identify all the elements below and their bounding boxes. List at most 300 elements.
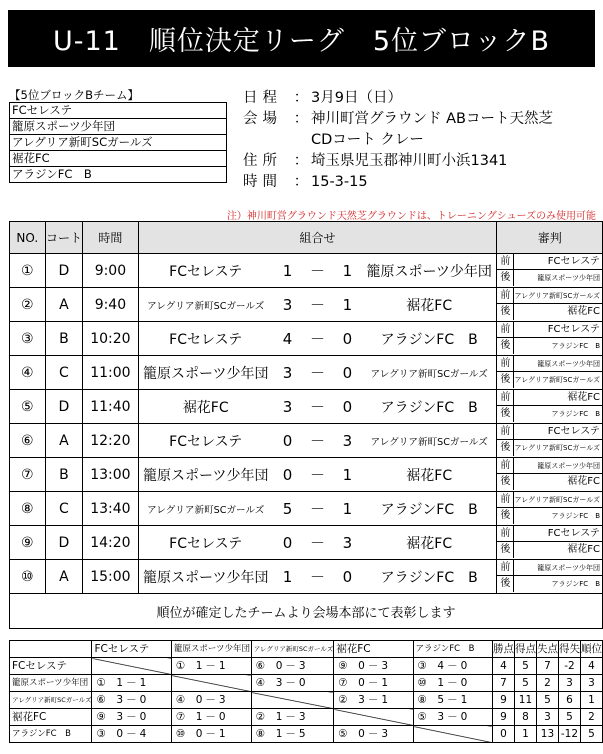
referee-back-label: 後: [497, 406, 514, 422]
referee-cell: [497, 390, 603, 424]
home-score: 3: [273, 288, 302, 322]
standings-result-cell: [251, 658, 333, 675]
result-match-no: ⑤: [417, 711, 427, 723]
match-time: 13:00: [83, 458, 138, 492]
match-court: B: [45, 458, 83, 492]
result-match-no: ③: [417, 660, 427, 672]
standings-self-cell: [413, 726, 492, 743]
result-score-a: 0: [195, 694, 203, 706]
standings-result-cell: [413, 709, 492, 726]
referee-back-label: 後: [497, 270, 514, 286]
referee-cell: [497, 424, 603, 458]
standings-col-team: 裾花FC: [334, 641, 413, 658]
referee-cell: [497, 560, 603, 594]
standings-row-team: 裾花FC: [10, 709, 92, 726]
standings-stat-value: 3: [536, 709, 558, 726]
schedule-table: [9, 221, 603, 629]
team-list-item: 籠原スポーツ少年団: [10, 118, 226, 134]
match-court: D: [45, 526, 83, 560]
away-team: 籠原スポーツ少年団: [362, 254, 497, 288]
referee-back-team: アラジンFC B: [551, 410, 600, 418]
result-score-a: 0: [195, 728, 203, 740]
standings-row: [10, 692, 603, 709]
match-court: A: [45, 560, 83, 594]
referee-front-team: アレグリア新町SCガールズ: [514, 492, 602, 508]
standings-row: [10, 726, 603, 743]
match-time: 10:20: [83, 322, 138, 356]
standings-result-cell: [251, 675, 333, 692]
result-match-no: ⑨: [338, 660, 348, 672]
result-score-b: 1: [381, 677, 389, 689]
result-score-b: 4: [139, 728, 147, 740]
home-team: FCセレステ: [138, 322, 273, 356]
result-score-b: 1: [460, 694, 468, 706]
col-header-match: 組合せ: [138, 222, 497, 254]
away-team: アレグリア新町SCガールズ: [362, 356, 497, 390]
result-score-b: 3: [381, 728, 389, 740]
referee-back-label: 後: [497, 338, 514, 354]
away-team: 裾花FC: [362, 288, 497, 322]
standings-self-cell: [171, 675, 251, 692]
standings-col-team: アラジンFC B: [413, 641, 492, 658]
team-list-box: [9, 88, 227, 183]
match-time: 13:40: [83, 492, 138, 526]
referee-grid: [497, 560, 602, 593]
referee-back-label: 後: [497, 474, 514, 490]
away-team: 裾花FC: [362, 458, 497, 492]
info-separator: ：: [293, 174, 309, 190]
match-court: B: [45, 322, 83, 356]
result-match-no: ④: [255, 677, 266, 689]
standings-stat-value: 0: [492, 726, 514, 743]
away-score: 1: [333, 458, 362, 492]
result-score-b: 1: [218, 660, 226, 672]
standings-result-cell: [413, 658, 492, 675]
home-score: 0: [273, 526, 302, 560]
referee-cell: [497, 356, 603, 390]
result-score-a: 1: [116, 677, 124, 689]
away-score: 3: [333, 424, 362, 458]
referee-grid: [497, 526, 602, 559]
home-score: 1: [273, 254, 302, 288]
match-time: 12:20: [83, 424, 138, 458]
result-dash: －: [285, 677, 296, 689]
standings-result-cell: [92, 675, 171, 692]
result-score-a: 0: [358, 677, 365, 689]
team-list-item: アラジンFC B: [10, 166, 226, 182]
result-score-b: 0: [218, 711, 226, 723]
away-team: アレグリア新町SCガールズ: [362, 424, 497, 458]
referee-front-label: 前: [497, 560, 514, 576]
home-score: 0: [273, 458, 302, 492]
standings-stat-value: 9: [492, 709, 514, 726]
referee-cell: [497, 492, 603, 526]
standings-self-cell: [334, 709, 413, 726]
home-team: FCセレステ: [138, 526, 273, 560]
standings-stat-header: 失点: [536, 641, 558, 658]
match-time: 11:00: [83, 356, 138, 390]
referee-front-label: 前: [497, 526, 514, 542]
standings-result-cell: [334, 692, 413, 709]
referee-back-label: 後: [497, 304, 514, 320]
result-score-b: 3: [298, 711, 306, 723]
match-court: C: [45, 356, 83, 390]
home-score: 3: [273, 356, 302, 390]
home-team: アレグリア新町SCガールズ: [138, 288, 273, 322]
standings-result-cell: [334, 658, 413, 675]
standings-stat-header: 勝点: [492, 641, 514, 658]
info-label: 会場: [243, 111, 282, 127]
result-score-b: 3: [218, 694, 226, 706]
referee-front-label: 前: [497, 254, 514, 270]
result-match-no: ②: [255, 711, 266, 723]
standings-stat-value: 4: [492, 658, 514, 675]
home-team: 籠原スポーツ少年団: [138, 560, 273, 594]
result-score-a: 1: [195, 660, 203, 672]
result-score-a: 3: [358, 694, 365, 706]
result-score-b: 0: [298, 677, 306, 689]
col-header-referee: 審判: [497, 222, 603, 254]
home-team: 裾花FC: [138, 390, 273, 424]
standings-col-team: 籠原スポーツ少年団: [171, 641, 251, 658]
info-separator: ：: [293, 90, 309, 106]
referee-back-team: 裾花FC: [567, 544, 600, 555]
info-value: CDコート クレー: [311, 132, 424, 148]
result-dash: －: [126, 728, 137, 740]
home-team: 籠原スポーツ少年団: [138, 356, 273, 390]
standings-row-team: FCセレステ: [10, 658, 92, 675]
match-no: ①: [10, 254, 46, 288]
info-row: [243, 172, 598, 193]
info-value: 埼玉県児玉郡神川町小浜1341: [311, 153, 508, 169]
result-match-no: ⑥: [255, 660, 266, 672]
result-match-no: ⑩: [417, 677, 427, 689]
result-match-no: ⑩: [175, 728, 186, 740]
standings-self-cell: [92, 658, 171, 675]
result-dash: －: [447, 677, 458, 689]
match-time: 9:00: [83, 254, 138, 288]
score-dash: －: [302, 492, 333, 526]
result-score-a: 3: [116, 694, 124, 706]
result-score-b: 0: [460, 660, 468, 672]
info-value: 3月9日（日）: [311, 90, 402, 106]
standings-result-cell: [251, 726, 333, 743]
result-match-no: ②: [338, 694, 348, 706]
score-dash: －: [302, 390, 333, 424]
result-dash: －: [205, 728, 216, 740]
referee-grid: [497, 254, 602, 287]
home-team: 籠原スポーツ少年団: [138, 458, 273, 492]
home-score: 0: [273, 424, 302, 458]
referee-back-team: 裾花FC: [567, 306, 600, 317]
referee-front-label: 前: [497, 424, 514, 440]
match-court: C: [45, 492, 83, 526]
result-dash: －: [205, 660, 216, 672]
match-no: ④: [10, 356, 46, 390]
result-score-b: 1: [381, 694, 389, 706]
referee-back-label: 後: [497, 440, 514, 456]
standings-stat-value: 3: [558, 675, 580, 692]
info-label: 日程: [243, 90, 282, 106]
referee-grid: [497, 322, 602, 355]
result-score-a: 0: [116, 728, 124, 740]
result-dash: －: [447, 694, 458, 706]
referee-back-team: 裾花FC: [567, 476, 600, 487]
standings-self-cell: [251, 692, 333, 709]
match-no: ⑥: [10, 424, 46, 458]
match-row: [10, 492, 603, 526]
referee-back-team: アラジンFC B: [551, 342, 600, 350]
result-match-no: ⑤: [338, 728, 348, 740]
result-dash: －: [367, 660, 379, 672]
standings-row-team: アラジンFC B: [10, 726, 92, 743]
event-info: [243, 88, 598, 193]
home-team: FCセレステ: [138, 424, 273, 458]
result-score-a: 1: [275, 711, 283, 723]
standings-stat-value: 8: [514, 709, 536, 726]
match-no: ②: [10, 288, 46, 322]
referee-front-team: FCセレステ: [514, 254, 602, 270]
result-match-no: ①: [96, 677, 106, 689]
away-score: 3: [333, 526, 362, 560]
score-dash: －: [302, 356, 333, 390]
home-score: 1: [273, 560, 302, 594]
match-no: ③: [10, 322, 46, 356]
result-dash: －: [205, 711, 216, 723]
standings-stat-value: -12: [558, 726, 580, 743]
result-match-no: ④: [175, 694, 186, 706]
result-match-no: ⑨: [96, 711, 106, 723]
venue-note: 注）神川町営グラウンド天然芝グラウンドは、トレーニングシューズのみ使用可能: [226, 211, 596, 222]
referee-back-team: 籠原スポーツ少年団: [537, 274, 600, 282]
standings-stat-header: 順位: [580, 641, 602, 658]
referee-front-team: FCセレステ: [514, 526, 602, 542]
standings-stat-value: 5: [536, 692, 558, 709]
standings-stat-header: 得点: [514, 641, 536, 658]
standings-stat-value: 2: [536, 675, 558, 692]
standings-stat-value: 1: [580, 692, 602, 709]
standings-row: [10, 709, 603, 726]
info-value: 神川町営グラウンド ABコート天然芝: [311, 111, 553, 127]
standings-result-cell: [171, 692, 251, 709]
referee-back-team: アラジンFC B: [551, 580, 600, 588]
result-match-no: ⑧: [417, 694, 427, 706]
info-row: [243, 109, 598, 130]
result-match-no: ⑦: [175, 711, 186, 723]
standings-row-team: アレグリア新町SCガールズ: [10, 692, 92, 709]
result-score-a: 5: [437, 694, 445, 706]
match-no: ⑧: [10, 492, 46, 526]
referee-front-label: 前: [497, 356, 514, 372]
standings-stat-value: 5: [514, 675, 536, 692]
referee-cell: [497, 254, 603, 288]
referee-back-label: 後: [497, 542, 514, 558]
info-row: [243, 151, 598, 172]
match-no: ⑩: [10, 560, 46, 594]
standings-row: [10, 675, 603, 692]
info-label: 時間: [243, 174, 282, 190]
info-label: [243, 130, 291, 151]
info-separator: ：: [293, 153, 309, 169]
referee-front-label: 前: [497, 288, 514, 304]
result-dash: －: [367, 694, 379, 706]
info-separator: ：: [293, 111, 309, 127]
result-dash: －: [126, 711, 137, 723]
standings-result-cell: [413, 675, 492, 692]
away-score: 0: [333, 390, 362, 424]
score-dash: －: [302, 254, 333, 288]
referee-back-label: 後: [497, 576, 514, 592]
result-dash: －: [285, 728, 296, 740]
match-row: [10, 458, 603, 492]
team-list-item: FCセレステ: [12, 103, 73, 117]
standings-stat-value: 7: [492, 675, 514, 692]
score-dash: －: [302, 288, 333, 322]
result-dash: －: [367, 677, 379, 689]
match-court: A: [45, 288, 83, 322]
referee-grid: [497, 356, 602, 389]
referee-cell: [497, 288, 603, 322]
standings-stat-value: 4: [580, 658, 602, 675]
standings-stat-value: 13: [536, 726, 558, 743]
match-no: ⑦: [10, 458, 46, 492]
col-header-no: NO.: [10, 222, 46, 254]
standings-result-cell: [334, 726, 413, 743]
standings-result-cell: [171, 709, 251, 726]
result-dash: －: [285, 711, 296, 723]
match-court: A: [45, 424, 83, 458]
result-score-a: 1: [195, 711, 203, 723]
referee-front-team: FCセレステ: [514, 322, 602, 338]
standings-row: [10, 658, 603, 675]
result-score-a: 3: [116, 711, 124, 723]
page-title: U-11 順位決定リーグ 5位ブロックB: [8, 10, 595, 67]
match-court: D: [45, 390, 83, 424]
result-score-b: 5: [298, 728, 306, 740]
standings-corner: [10, 641, 92, 658]
referee-front-label: 前: [497, 458, 514, 474]
result-match-no: ⑧: [255, 728, 266, 740]
match-court: D: [45, 254, 83, 288]
away-score: 0: [333, 322, 362, 356]
home-team: FCセレステ: [138, 254, 273, 288]
result-score-a: 0: [275, 660, 283, 672]
away-score: 1: [333, 254, 362, 288]
score-dash: －: [302, 458, 333, 492]
standings-result-cell: [171, 658, 251, 675]
award-note: 順位が確定したチームより会場本部にて表彰します: [10, 594, 603, 629]
result-dash: －: [447, 660, 458, 672]
standings-result-cell: [251, 709, 333, 726]
standings-result-cell: [334, 675, 413, 692]
home-score: 4: [273, 322, 302, 356]
result-score-b: 0: [139, 694, 147, 706]
away-team: アラジンFC B: [362, 390, 497, 424]
away-team: 裾花FC: [362, 526, 497, 560]
away-team: アラジンFC B: [362, 322, 497, 356]
standings-stat-value: 5: [514, 658, 536, 675]
result-score-b: 3: [298, 660, 306, 672]
result-score-b: 0: [139, 711, 147, 723]
referee-front-team: 籠原スポーツ少年団: [514, 458, 602, 474]
referee-front-label: 前: [497, 492, 514, 508]
standings-stat-value: -2: [558, 658, 580, 675]
score-dash: －: [302, 322, 333, 356]
match-row: [10, 322, 603, 356]
away-score: 0: [333, 356, 362, 390]
result-score-a: 0: [358, 728, 365, 740]
match-row: [10, 424, 603, 458]
standings-stat-value: 1: [514, 726, 536, 743]
result-dash: －: [367, 728, 379, 740]
referee-grid: [497, 390, 602, 423]
referee-back-team: アレグリア新町SCガールズ: [514, 444, 600, 452]
result-match-no: ③: [96, 728, 106, 740]
standings-stat-value: 9: [492, 692, 514, 709]
referee-grid: [497, 492, 602, 525]
match-no: ⑤: [10, 390, 46, 424]
standings-stat-value: 2: [580, 709, 602, 726]
result-match-no: ①: [175, 660, 186, 672]
standings-result-cell: [413, 692, 492, 709]
referee-front-label: 前: [497, 390, 514, 406]
result-dash: －: [285, 660, 296, 672]
away-score: 1: [333, 288, 362, 322]
standings-stat-value: 5: [558, 709, 580, 726]
match-row: [10, 560, 603, 594]
standings-result-cell: [92, 692, 171, 709]
info-row: [243, 88, 598, 109]
standings-stat-value: 6: [558, 692, 580, 709]
referee-front-team: 籠原スポーツ少年団: [514, 356, 602, 372]
result-score-b: 1: [218, 728, 226, 740]
team-list-header: 【5位ブロックBチーム】: [9, 88, 139, 102]
match-time: 9:40: [83, 288, 138, 322]
standings-result-cell: [92, 709, 171, 726]
score-dash: －: [302, 424, 333, 458]
referee-back-team: アラジンFC B: [551, 512, 600, 520]
referee-back-label: 後: [497, 372, 514, 388]
match-row: [10, 254, 603, 288]
match-row: [10, 356, 603, 390]
result-match-no: ⑥: [96, 694, 106, 706]
referee-cell: [497, 526, 603, 560]
standings-stat-value: 3: [580, 675, 602, 692]
result-match-no: ⑦: [338, 677, 348, 689]
referee-back-team: アレグリア新町SCガールズ: [514, 376, 600, 384]
result-score-a: 3: [437, 711, 445, 723]
referee-grid: [497, 424, 602, 457]
match-time: 11:40: [83, 390, 138, 424]
home-score: 5: [273, 492, 302, 526]
result-score-b: 3: [381, 660, 389, 672]
result-score-b: 1: [139, 677, 147, 689]
referee-front-team: 裾花FC: [514, 390, 602, 406]
col-header-time: 時間: [83, 222, 138, 254]
home-score: 3: [273, 390, 302, 424]
match-row: [10, 526, 603, 560]
team-list-item: 裾花FC: [10, 150, 226, 166]
standings-col-team: アレグリア新町SCガールズ: [251, 641, 333, 658]
standings-stat-value: 7: [536, 658, 558, 675]
away-team: アラジンFC B: [362, 560, 497, 594]
home-team: アレグリア新町SCガールズ: [138, 492, 273, 526]
away-score: 0: [333, 560, 362, 594]
match-row: [10, 288, 603, 322]
standings-row-team: 籠原スポーツ少年団: [10, 675, 92, 692]
result-score-a: 4: [437, 660, 445, 672]
standings-result-cell: [171, 726, 251, 743]
